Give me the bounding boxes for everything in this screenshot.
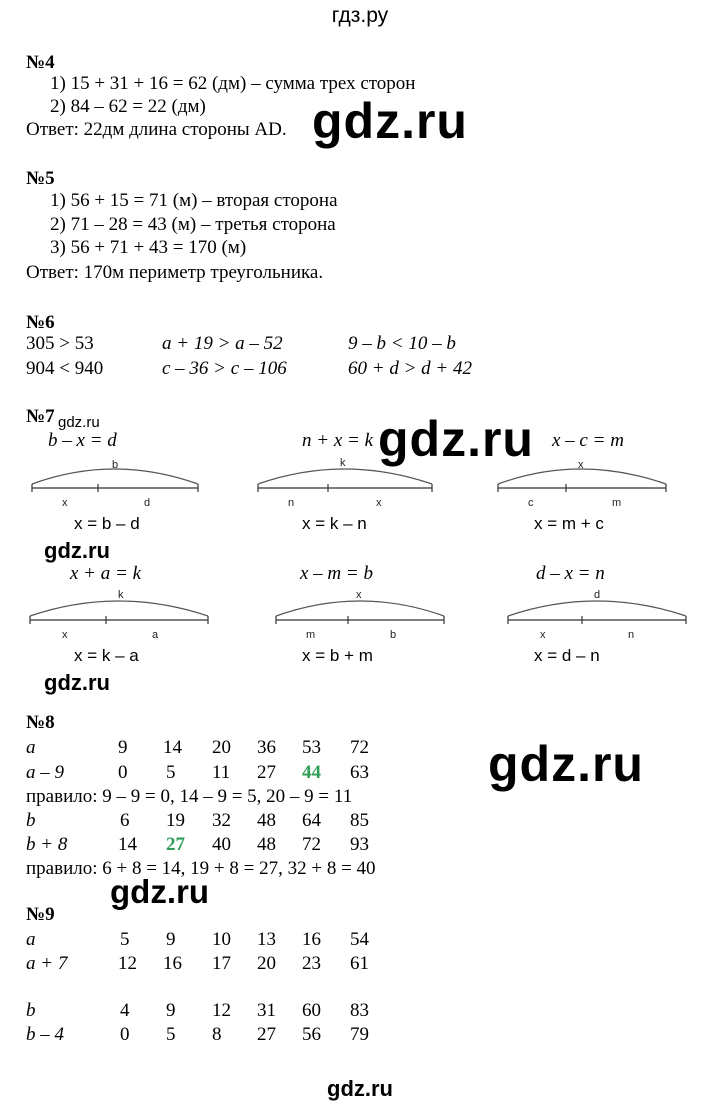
segment-top-label: k <box>118 589 124 601</box>
task8-cell: 9 <box>118 737 128 758</box>
task9-cell: 17 <box>212 953 231 974</box>
segment-diagram <box>272 584 452 638</box>
task9-cell: 13 <box>257 929 276 950</box>
task7-equation: x + a = k <box>70 563 142 584</box>
task8-row-label: b <box>26 810 36 831</box>
watermark: gdz.ru <box>44 670 110 695</box>
task9-row-label: a + 7 <box>26 953 68 974</box>
segment-diagram <box>254 452 438 506</box>
task9-cell: 20 <box>257 953 276 974</box>
task9-cell: 5 <box>166 1024 176 1045</box>
task5-line-2: 2) 71 – 28 = 43 (м) – третья сторона <box>50 214 336 235</box>
task7-equation: b – x = d <box>48 430 117 451</box>
site-header: гдз.ру <box>331 4 389 27</box>
task4-line-1: 1) 15 + 31 + 16 = 62 (дм) – сумма трех сторон <box>50 73 416 94</box>
task4-line-2: 2) 84 – 62 = 22 (дм) <box>50 96 206 117</box>
watermark: gdz.ru <box>378 411 534 467</box>
task7-equation: x – c = m <box>552 430 624 451</box>
task8-cell: 32 <box>212 810 231 831</box>
task8-cell: 11 <box>212 762 231 783</box>
task9-cell: 23 <box>302 953 321 974</box>
task5-line-1: 1) 56 + 15 = 71 (м) – вторая сторона <box>50 190 338 211</box>
task7-equation: x – m = b <box>300 563 373 584</box>
task8-cell: 63 <box>350 762 369 783</box>
task6-cell: 9 – b < 10 – b <box>348 333 456 354</box>
task8-cell: 5 <box>166 762 176 783</box>
task8-cell: 19 <box>166 810 185 831</box>
task5-answer: Ответ: 170м периметр треугольника. <box>26 262 324 283</box>
task7-answer: x = b – d <box>74 514 140 533</box>
segment-diagram <box>26 584 216 638</box>
task7-answer: x = k – n <box>302 514 367 533</box>
segment-left-label: x <box>540 629 546 638</box>
watermark: gdz.ru <box>44 538 110 563</box>
segment-diagram <box>28 452 208 506</box>
segment-top-label: b <box>112 459 119 471</box>
task9-cell: 16 <box>163 953 182 974</box>
task8-cell: 64 <box>302 810 321 831</box>
task9-cell: 27 <box>257 1024 276 1045</box>
task9-cell: 9 <box>166 929 176 950</box>
task8-cell-highlighted: 44 <box>302 762 321 783</box>
task9-cell: 31 <box>257 1000 276 1021</box>
segment-top-label: k <box>340 457 346 469</box>
task8-cell: 27 <box>257 762 276 783</box>
task8-cell: 6 <box>120 810 130 831</box>
task8-cell: 20 <box>212 737 231 758</box>
task8-row-label: a – 9 <box>26 762 64 783</box>
task8-cell: 14 <box>118 834 137 855</box>
task8-cell: 53 <box>302 737 321 758</box>
task9-row-label: b <box>26 1000 36 1021</box>
segment-left-label: n <box>288 497 295 506</box>
task9-cell: 9 <box>166 1000 176 1021</box>
task8-cell: 0 <box>118 762 128 783</box>
task9-cell: 16 <box>302 929 321 950</box>
task5-line-3: 3) 56 + 71 + 43 = 170 (м) <box>50 237 247 258</box>
task6-title: №6 <box>26 312 55 333</box>
task9-row-label: a <box>26 929 36 950</box>
task7-answer: x = m + c <box>534 514 604 533</box>
task6-cell: 305 > 53 <box>26 333 94 354</box>
task9-cell: 56 <box>302 1024 321 1045</box>
watermark: gdz.ru <box>58 414 100 431</box>
watermark: gdz.ru <box>488 736 644 792</box>
task9-cell: 12 <box>118 953 137 974</box>
segment-right-label: b <box>390 629 397 638</box>
task6-cell: a + 19 > a – 52 <box>162 333 283 354</box>
task9-cell: 5 <box>120 929 130 950</box>
task4-title: №4 <box>26 52 55 73</box>
task9-cell: 10 <box>212 929 231 950</box>
task7-equation: n + x = k <box>302 430 374 451</box>
task8-title: №8 <box>26 712 55 733</box>
segment-left-label: x <box>62 629 68 638</box>
segment-diagram <box>494 452 674 506</box>
watermark: gdz.ru <box>312 93 468 149</box>
task9-cell: 12 <box>212 1000 231 1021</box>
segment-right-label: d <box>144 497 151 506</box>
task9-cell: 54 <box>350 929 369 950</box>
segment-left-label: m <box>306 629 316 638</box>
task8-cell: 72 <box>350 737 369 758</box>
task9-row-label: b – 4 <box>26 1024 64 1045</box>
task4-answer: Ответ: 22дм длина стороны AD. <box>26 119 287 140</box>
task9-cell: 4 <box>120 1000 130 1021</box>
task8-cell: 85 <box>350 810 369 831</box>
segment-diagram <box>504 584 692 638</box>
watermark: gdz.ru <box>110 873 209 910</box>
task7-answer: x = k – a <box>74 646 139 665</box>
segment-left-label: x <box>62 497 68 506</box>
task6-cell: 60 + d > d + 42 <box>348 358 472 379</box>
task9-cell: 61 <box>350 953 369 974</box>
task6-cell: c – 36 > c – 106 <box>162 358 287 379</box>
task9-cell: 0 <box>120 1024 130 1045</box>
task9-cell: 8 <box>212 1024 222 1045</box>
task7-answer: x = b + m <box>302 646 373 665</box>
task7-equation: d – x = n <box>536 563 605 584</box>
task5-title: №5 <box>26 168 55 189</box>
task8-cell: 14 <box>163 737 182 758</box>
segment-top-label: d <box>594 589 601 601</box>
segment-right-label: m <box>612 497 622 506</box>
segment-top-label: x <box>578 459 584 471</box>
segment-right-label: a <box>152 629 159 638</box>
task9-cell: 79 <box>350 1024 369 1045</box>
task8-rule: правило: 9 – 9 = 0, 14 – 9 = 5, 20 – 9 = 11 <box>26 786 353 807</box>
task9-cell: 83 <box>350 1000 369 1021</box>
task8-rule: правило: 6 + 8 = 14, 19 + 8 = 27, 32 + 8 = 40 <box>26 858 376 879</box>
task8-cell: 36 <box>257 737 276 758</box>
segment-right-label: n <box>628 629 635 638</box>
task8-cell: 40 <box>212 834 231 855</box>
task9-cell: 60 <box>302 1000 321 1021</box>
footer-watermark: gdz.ru <box>327 1076 393 1101</box>
segment-top-label: x <box>356 589 362 601</box>
task8-cell: 93 <box>350 834 369 855</box>
segment-left-label: c <box>528 497 534 506</box>
task8-cell: 48 <box>257 810 276 831</box>
task8-cell: 48 <box>257 834 276 855</box>
task8-row-label: b + 8 <box>26 834 68 855</box>
segment-right-label: x <box>376 497 382 506</box>
task7-title: №7 <box>26 406 55 427</box>
task8-row-label: a <box>26 737 36 758</box>
task8-cell-highlighted: 27 <box>166 834 185 855</box>
task9-title: №9 <box>26 904 55 925</box>
task8-cell: 72 <box>302 834 321 855</box>
task6-cell: 904 < 940 <box>26 358 104 379</box>
task7-answer: x = d – n <box>534 646 600 665</box>
